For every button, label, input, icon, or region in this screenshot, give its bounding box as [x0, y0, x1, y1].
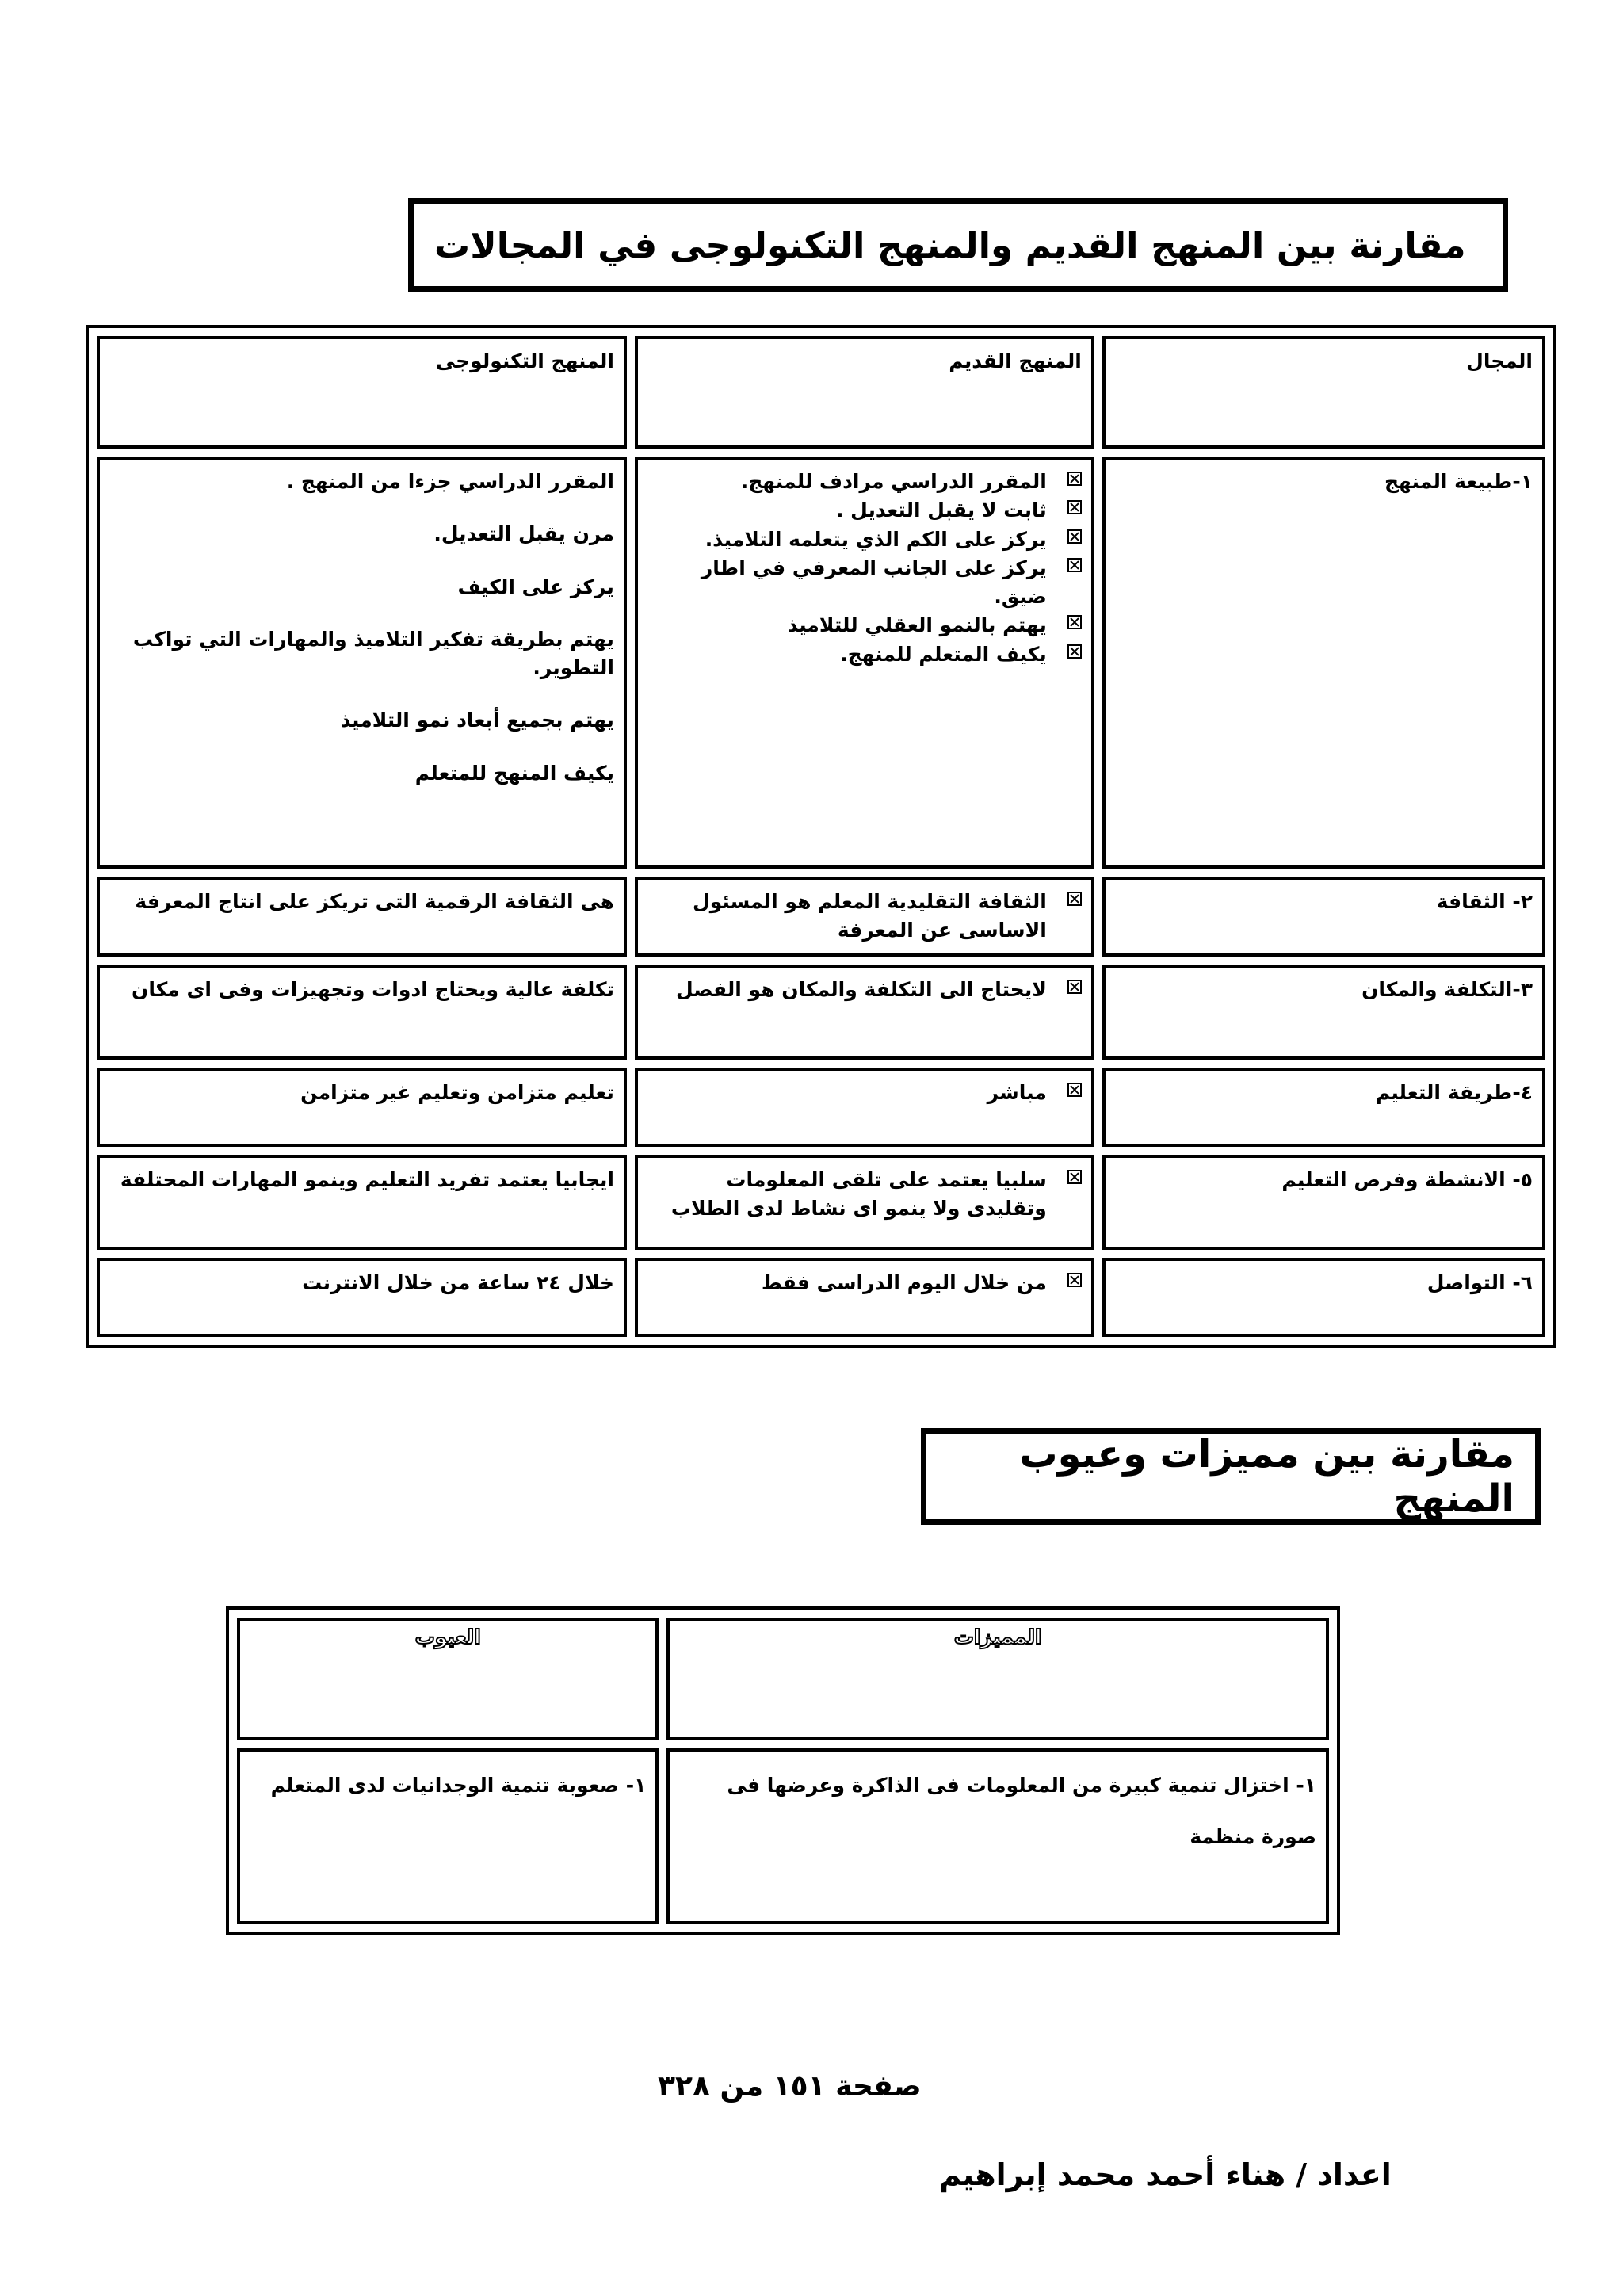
- field-cell: ٢- الثقافة: [1102, 877, 1545, 957]
- checklist-item-text: المقرر الدراسي مرادف للمنهج.: [740, 470, 1047, 493]
- tech-curriculum-cell: هى الثقافة الرقمية التى تريكز على انتاج المعرفة: [97, 877, 627, 957]
- checklist-item: [647, 496, 1082, 525]
- checkbox-icon: [1067, 980, 1082, 994]
- tech-curriculum-cell: [97, 457, 627, 869]
- checklist-item: [647, 640, 1082, 669]
- tech-curriculum-cell: ايجابيا يعتمد تفريد التعليم وينمو المهارات المحتلفة: [97, 1155, 627, 1250]
- checklist-item: [647, 611, 1082, 640]
- page-title: [408, 198, 1508, 292]
- checkbox-icon: [1067, 558, 1082, 572]
- tech-point: يكيف المنهج للمتعلم: [414, 761, 614, 785]
- field-cell: ١-طبيعة المنهج: [1102, 457, 1545, 869]
- tech-point: يهتم بطريقة تفكير التلاميذ والمهارات التي تواكب التطوير.: [132, 627, 614, 679]
- checklist-item-text: لايحتاج الى التكلفة والمكان هو الفصل: [675, 977, 1047, 1001]
- old-curriculum-cell: [635, 965, 1094, 1060]
- pros-cell: ١- اختزال تنمية كبيرة من المعلومات فى الذاكرة وعرضها فى صورة منظمة: [666, 1748, 1329, 1924]
- page-number: صفحة ١٥١ من ٣٢٨: [658, 2070, 922, 2103]
- checklist-item-text: يركز على الجانب المعرفي في اطار ضيق.: [701, 556, 1047, 608]
- old-curriculum-cell: [635, 457, 1094, 869]
- checklist-item: [647, 525, 1082, 554]
- checklist-item-text: الثقافة التقليدية المعلم هو المسئول الاساسى عن المعرفة: [693, 890, 1047, 942]
- checklist-item: [647, 468, 1082, 496]
- header-old-curriculum: المنهج القديم: [635, 336, 1094, 449]
- header-cons: العيوب: [237, 1618, 659, 1740]
- field-cell: ٦- التواصل: [1102, 1258, 1545, 1337]
- tech-curriculum-cell: خلال ٢٤ ساعة من خلال الانترنت: [97, 1258, 627, 1337]
- checkbox-icon: [1067, 472, 1082, 486]
- checkbox-icon: [1067, 1170, 1082, 1184]
- checklist-item-text: يركز على الكم الذي يتعلمه التلاميذ.: [705, 527, 1047, 551]
- checkbox-icon: [1067, 892, 1082, 906]
- comparison-table-body: [97, 336, 1545, 1337]
- table-header-row: [97, 336, 1545, 449]
- table-row: [97, 1155, 1545, 1250]
- old-curriculum-cell: [635, 1068, 1094, 1147]
- checklist-item-text: يكيف المتعلم للمنهج.: [840, 642, 1047, 666]
- checklist-item: [647, 888, 1082, 946]
- checklist-item: [647, 1079, 1082, 1107]
- field-cell: ٣-التكلفة والمكان: [1102, 965, 1545, 1060]
- table-row: [97, 457, 1545, 869]
- checkbox-icon: [1067, 1273, 1082, 1287]
- tech-point: يركز على الكيف: [457, 575, 614, 598]
- section-title: [921, 1428, 1541, 1525]
- table-row: [97, 1068, 1545, 1147]
- tech-point: المقرر الدراسي جزءا من المنهج .: [286, 470, 614, 493]
- checklist-item-text: من خلال اليوم الدراسى فقط: [761, 1270, 1047, 1294]
- checklist-item: [647, 554, 1082, 612]
- field-cell: ٤-طريقة التعليم: [1102, 1068, 1545, 1147]
- checklist-item: [647, 976, 1082, 1004]
- checklist-item-text: ثابت لا يقبل التعديل .: [835, 499, 1047, 522]
- checkbox-icon: [1067, 500, 1082, 514]
- checkbox-icon: [1067, 615, 1082, 629]
- field-cell: ٥- الانشطة وفرص التعليم: [1102, 1155, 1545, 1250]
- old-curriculum-cell: [635, 1258, 1094, 1337]
- cons-cell: ١- صعوبة تنمية الوجدانيات لدى المتعلم: [237, 1748, 659, 1924]
- checklist-item-text: مباشر: [987, 1080, 1047, 1104]
- header-tech-curriculum: المنهج التكنولوجى: [97, 336, 627, 449]
- comparison-table: [86, 325, 1556, 1348]
- pros-cons-table: [226, 1606, 1340, 1935]
- checkbox-icon: [1067, 1083, 1082, 1097]
- table-row: [97, 877, 1545, 957]
- checklist-item: [647, 1166, 1082, 1224]
- section-title-text: مقارنة بين مميزات وعيوب المنهج: [1019, 1432, 1514, 1521]
- tech-curriculum-cell: تكلفة عالية ويحتاج ادوات وتجهيزات وفى اى مكان: [97, 965, 627, 1060]
- checklist-item: [647, 1269, 1082, 1297]
- table-row: [97, 1258, 1545, 1337]
- author-credit: اعداد / هناء أحمد محمد إبراهيم: [939, 2157, 1392, 2192]
- header-field: المجال: [1102, 336, 1545, 449]
- table-row: [97, 965, 1545, 1060]
- checkbox-icon: [1067, 529, 1082, 544]
- tech-point: يهتم بجميع أبعاد نمو التلاميذ: [340, 709, 614, 732]
- pros-cons-header-row: [237, 1618, 1329, 1740]
- old-curriculum-cell: [635, 877, 1094, 957]
- tech-point: مرن يقبل التعديل.: [433, 522, 614, 546]
- pros-cons-row: [237, 1748, 1329, 1924]
- checkbox-icon: [1067, 644, 1082, 659]
- checklist-item-text: سلبيا يعتمد على تلقى المعلومات وتقليدى ولا ينمو اى نشاط لدى الطلاب: [670, 1167, 1047, 1220]
- header-pros: المميزات: [666, 1618, 1329, 1740]
- tech-curriculum-cell: تعليم متزامن وتعليم غير متزامن: [97, 1068, 627, 1147]
- page-title-text: مقارنة بين المنهج القديم والمنهج التكنولوجى في المجالات: [434, 223, 1466, 266]
- old-curriculum-cell: [635, 1155, 1094, 1250]
- checklist-item-text: يهتم بالنمو العقلي للتلاميذ: [787, 613, 1047, 637]
